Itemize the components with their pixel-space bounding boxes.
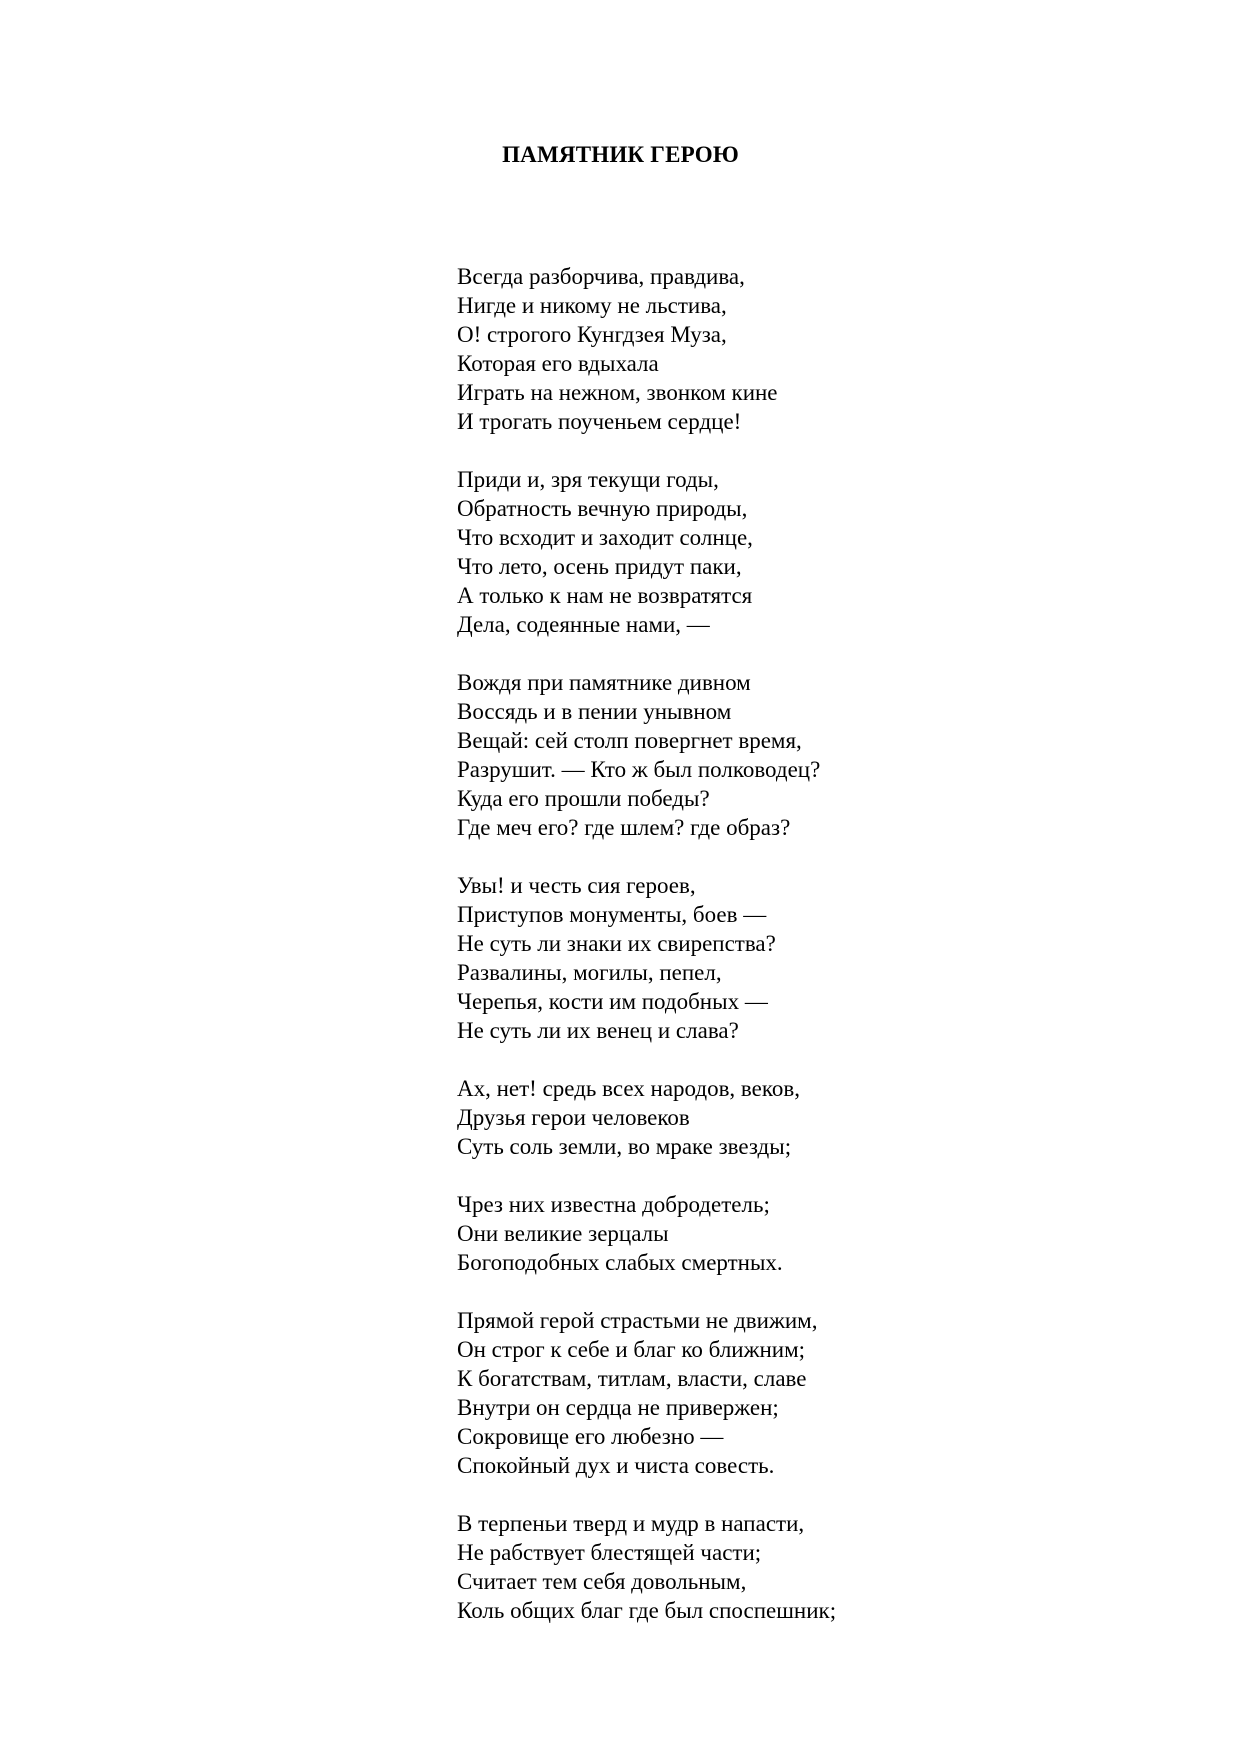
poem-line: Развалины, могилы, пепел, [457, 960, 722, 985]
poem-line: И трогать поученьем сердце! [457, 409, 742, 434]
stanza [457, 871, 1217, 1045]
poem-line: Обратность вечную природы, [457, 496, 748, 521]
poem-line: О! строгого Кунгдзея Муза, [457, 322, 727, 347]
poem-line: Сокровище его любезно — [457, 1424, 724, 1449]
poem-line: Увы! и честь сия героев, [457, 873, 696, 898]
stanza [457, 1190, 1217, 1277]
poem-line: Спокойный дух и чиста совесть. [457, 1453, 775, 1478]
stanza [457, 465, 1217, 639]
poem-line: Ах, нет! средь всех народов, веков, [457, 1076, 800, 1101]
poem-line: Друзья герои человеков [457, 1105, 690, 1130]
poem-line: К богатствам, титлам, власти, славе [457, 1366, 807, 1391]
poem-line: Воссядь и в пении унывном [457, 699, 732, 724]
poem-line: Играть на нежном, звонком кине [457, 380, 778, 405]
stanza [457, 1509, 1217, 1625]
poem-line: Куда его прошли победы? [457, 786, 710, 811]
poem-line: Считает тем себя довольным, [457, 1569, 747, 1594]
poem-line: Что лето, осень придут паки, [457, 554, 742, 579]
poem-line: Коль общих благ где был споспешник; [457, 1598, 837, 1623]
poem-line: Приступов монументы, боев — [457, 902, 767, 927]
stanza [457, 668, 1217, 842]
poem-line: Богоподобных слабых смертных. [457, 1250, 783, 1275]
poem-line: Суть соль земли, во мраке звезды; [457, 1134, 792, 1159]
poem-line: Которая его вдыхала [457, 351, 659, 376]
poem-line: Где меч его? где шлем? где образ? [457, 815, 791, 840]
poem-line: А только к нам не возвратятся [457, 583, 753, 608]
poem-line: Нигде и никому не льстива, [457, 293, 727, 318]
poem-line: Внутри он сердца не привержен; [457, 1395, 779, 1420]
poem-line: Прямой герой страстьми не движим, [457, 1308, 818, 1333]
poem-line: Дела, содеянные нами, — [457, 612, 710, 637]
poem-line: Они великие зерцалы [457, 1221, 669, 1246]
poem-line: Разрушит. — Кто ж был полководец? [457, 757, 821, 782]
poem-line: Вождя при памятнике дивном [457, 670, 751, 695]
poem-line: Приди и, зря текущи годы, [457, 467, 719, 492]
poem-body [457, 262, 1217, 1654]
poem-line: Вещай: сей столп повергнет время, [457, 728, 802, 753]
page-title: ПАМЯТНИК ГЕРОЮ [502, 142, 739, 167]
stanza [457, 1074, 1217, 1161]
stanza [457, 1306, 1217, 1480]
poem-line: Всегда разборчива, правдива, [457, 264, 745, 289]
poem-line: Он строг к себе и благ ко ближним; [457, 1337, 806, 1362]
poem-line: Не суть ли их венец и слава? [457, 1018, 739, 1043]
poem-line: В терпеньи тверд и мудр в напасти, [457, 1511, 805, 1536]
stanza [457, 262, 1217, 436]
poem-line: Черепья, кости им подобных — [457, 989, 768, 1014]
poem-line: Чрез них известна добродетель; [457, 1192, 770, 1217]
poem-line: Не суть ли знаки их свирепства? [457, 931, 776, 956]
poem-line: Что всходит и заходит солнце, [457, 525, 753, 550]
poem-line: Не рабствует блестящей части; [457, 1540, 762, 1565]
